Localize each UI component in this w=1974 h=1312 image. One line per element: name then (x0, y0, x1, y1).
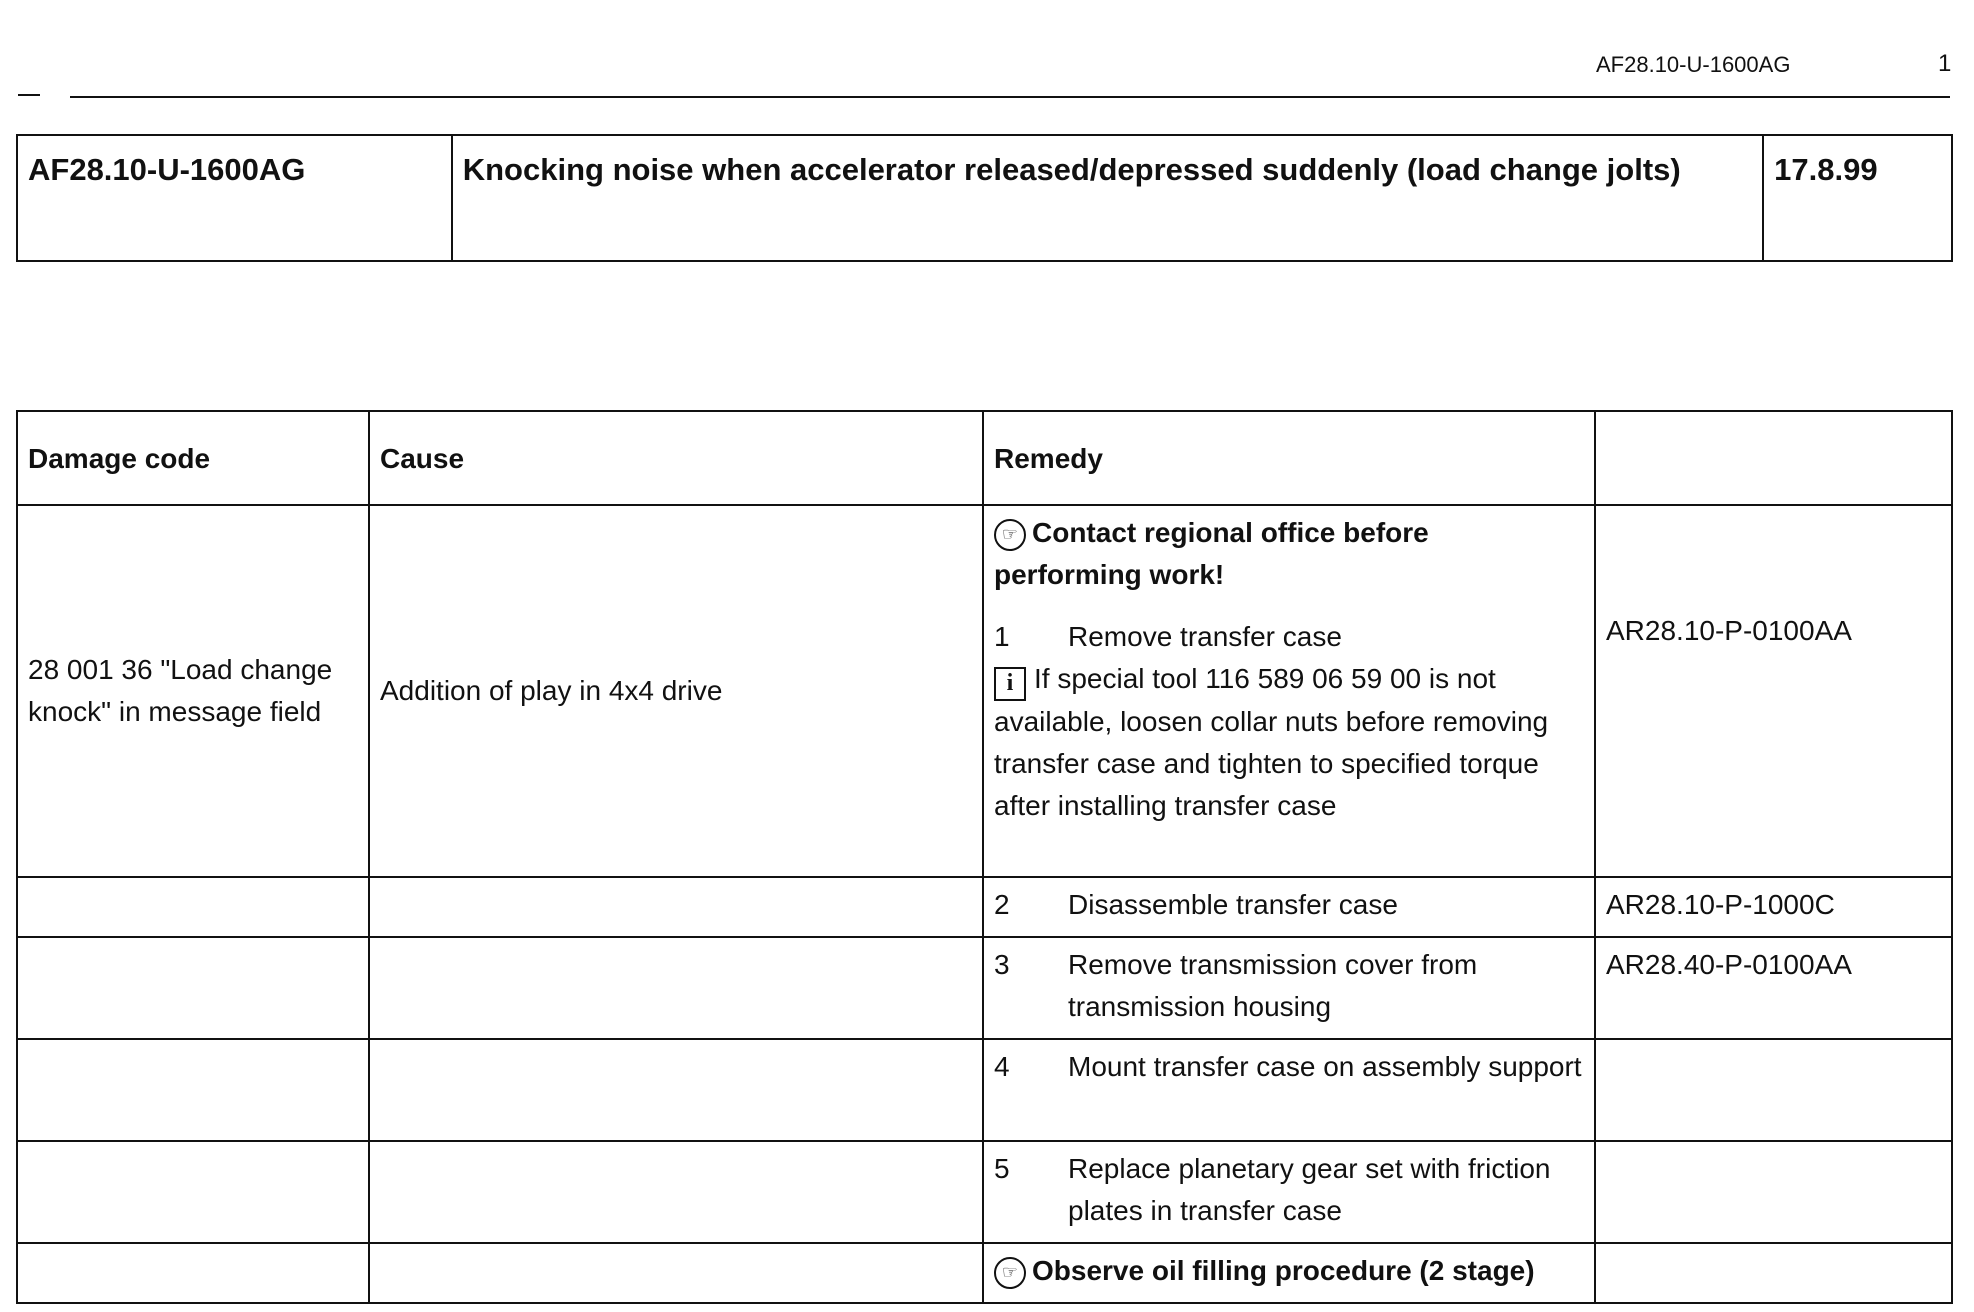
cause-cell (369, 877, 983, 937)
header-doc-code: AF28.10-U-1600AG (1596, 52, 1791, 77)
step-text: Disassemble transfer case (1068, 889, 1398, 920)
header-tick (18, 94, 40, 96)
table-header-row (17, 411, 1952, 505)
damage-code-cell (17, 937, 369, 1039)
table-row (17, 1243, 1952, 1303)
notice-hand-icon: ☞ (994, 519, 1026, 551)
header-rule (70, 96, 1950, 98)
page-title: Knocking noise when accelerator released/depressed suddenly (load change jolts) (452, 135, 1763, 261)
damage-code-text: 28 001 36 "Load change knock" in message field (28, 654, 333, 727)
remedy-cell (983, 505, 1595, 877)
column-header-cause: Cause (369, 411, 983, 505)
notice-hand-icon: ☞ (994, 1257, 1026, 1289)
step-1 (994, 616, 1584, 658)
cause-cell (369, 1141, 983, 1243)
step-3 (994, 944, 1584, 1028)
table-row (17, 1039, 1952, 1141)
cause-cell (369, 1039, 983, 1141)
cause-cell (369, 505, 983, 877)
remedy-cell (983, 877, 1595, 937)
step-text: Remove transfer case (1068, 621, 1342, 652)
damage-code-cell (17, 1243, 369, 1303)
title-code: AF28.10-U-1600AG (17, 135, 452, 261)
cause-cell (369, 1243, 983, 1303)
reference-link[interactable]: AR28.10-P-1000C (1606, 889, 1835, 920)
table-row (17, 937, 1952, 1039)
step-text: Replace planetary gear set with friction plates in transfer case (1068, 1153, 1551, 1226)
column-header-remedy: Remedy (983, 411, 1595, 505)
step-number: 4 (994, 1051, 1010, 1082)
notice-bottom-text: Observe oil filling procedure (2 stage) (1032, 1255, 1535, 1286)
reference-cell (1595, 877, 1952, 937)
notice-top-text: Contact regional office before performing work! (994, 517, 1429, 590)
cause-text: Addition of play in 4x4 drive (380, 675, 723, 706)
table-row (17, 1141, 1952, 1243)
step-number: 1 (994, 621, 1010, 652)
damage-code-cell (17, 1039, 369, 1141)
title-block (16, 134, 1953, 262)
reference-cell (1595, 1141, 1952, 1243)
reference-cell (1595, 1243, 1952, 1303)
cause-cell (369, 937, 983, 1039)
reference-link[interactable]: AR28.10-P-0100AA (1606, 615, 1852, 646)
table-row (17, 877, 1952, 937)
remedy-table (16, 410, 1953, 1304)
remedy-cell (983, 937, 1595, 1039)
damage-code-cell (17, 505, 369, 877)
step-number: 3 (994, 949, 1010, 980)
info-icon: i (994, 667, 1026, 701)
table-row (17, 505, 1952, 877)
notice-bottom (994, 1250, 1584, 1292)
page-header (0, 0, 1974, 110)
reference-cell (1595, 937, 1952, 1039)
step-number: 5 (994, 1153, 1010, 1184)
info-note (994, 658, 1584, 827)
step-4 (994, 1046, 1584, 1088)
step-5 (994, 1148, 1584, 1232)
page-number: 1 (1938, 50, 1952, 77)
step-text: Remove transmission cover from transmission housing (1068, 949, 1478, 1022)
column-header-damage-code: Damage code (17, 411, 369, 505)
reference-cell (1595, 1039, 1952, 1141)
damage-code-cell (17, 877, 369, 937)
title-date: 17.8.99 (1763, 135, 1952, 261)
step-number: 2 (994, 889, 1010, 920)
notice-top (994, 512, 1584, 596)
remedy-cell (983, 1243, 1595, 1303)
reference-link[interactable]: AR28.40-P-0100AA (1606, 949, 1852, 980)
step-2 (994, 884, 1584, 926)
remedy-cell (983, 1039, 1595, 1141)
remedy-cell (983, 1141, 1595, 1243)
step-text: Mount transfer case on assembly support (1068, 1051, 1582, 1082)
info-note-text: If special tool 116 589 06 59 00 is not available, loosen collar nuts before removing transfer case and tighten to specified torque after installing transfer case (994, 663, 1549, 821)
reference-cell (1595, 505, 1952, 877)
column-header-reference (1595, 411, 1952, 505)
damage-code-cell (17, 1141, 369, 1243)
